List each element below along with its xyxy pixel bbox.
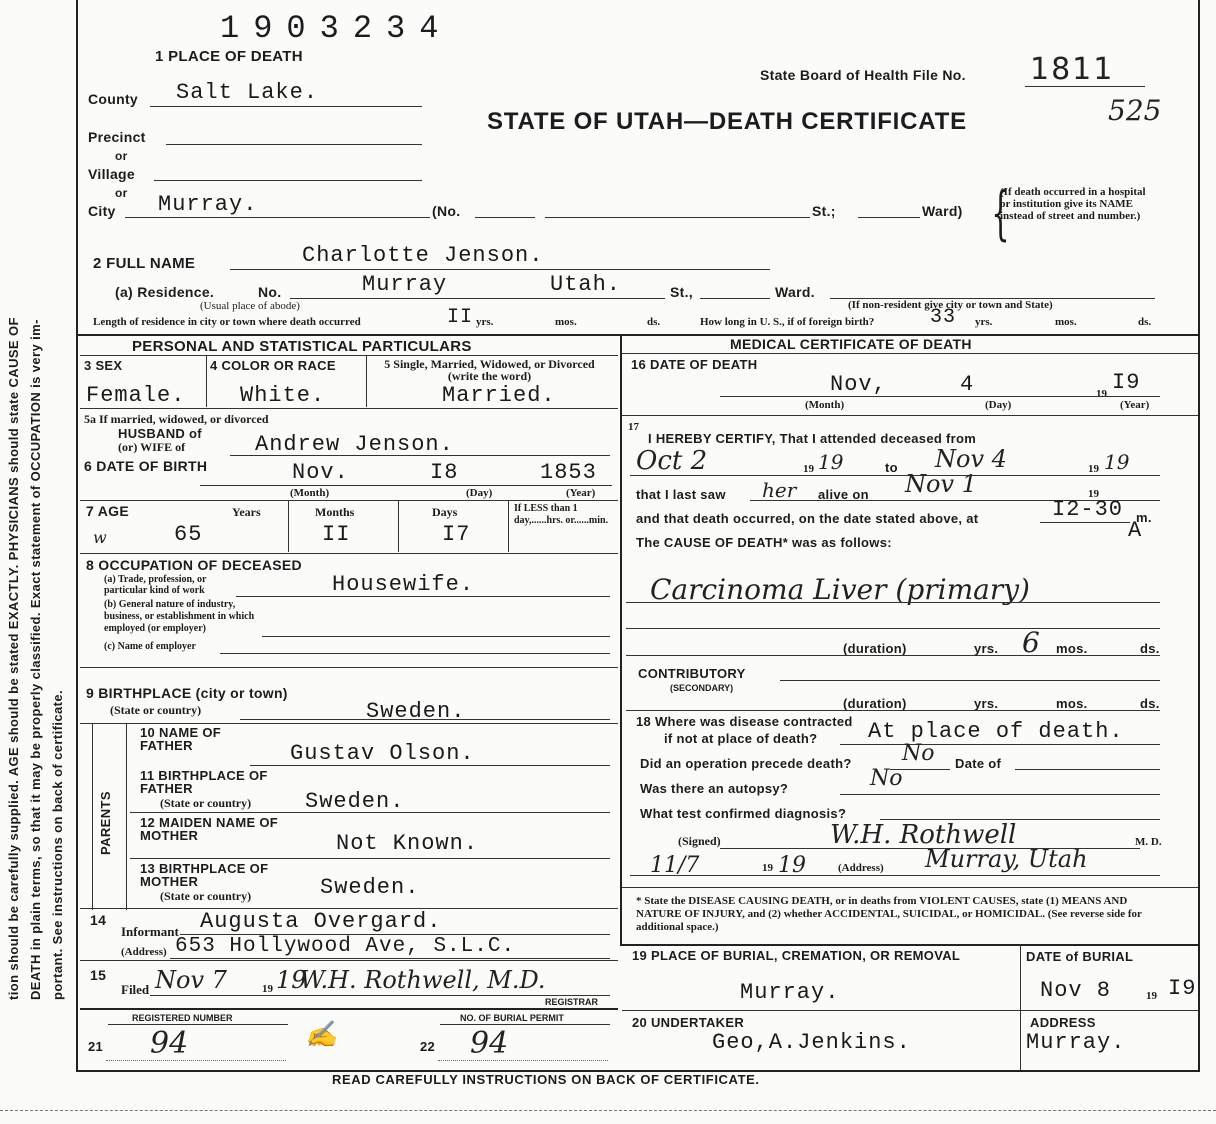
last-saw-date: Nov 1 [905,470,977,498]
file-no-line [1025,86,1145,87]
op-date-line [1015,769,1160,770]
state-board-file-no: 1811 [1030,52,1115,87]
physician-signature: W.H. Rothwell [830,820,1017,850]
sex-race-divider [206,355,207,407]
nonresident-note: (If non-resident give city or town and State) [848,299,1053,311]
cause-line-2 [626,628,1160,629]
burial-row-bottom [622,1010,1198,1011]
to-year: 19 [1104,450,1130,474]
registrar-signature: W.H. Rothwell, M.D. [300,966,546,994]
duration-line [626,655,1160,656]
dob-year-label: (Year) [566,487,596,499]
residence-sub: (Usual place of abode) [200,300,300,312]
spouse-label-2: HUSBAND of [118,426,202,441]
row8-bottom [80,667,618,668]
undertaker-address: Murray. [1026,1030,1126,1055]
filed-num: 15 [90,967,107,983]
filed-line [150,995,610,996]
parents-side-label: PARENTS [98,791,113,855]
spouse-value: Andrew Jenson. [255,432,454,457]
marital-value: Married. [442,383,556,408]
mother-bp-value: Sweden. [320,875,420,900]
residence-st-label: St., [670,284,693,300]
mother-bp-label: 13 BIRTHPLACE OF MOTHER [140,861,269,889]
dod-year: I9 [1112,370,1141,395]
extra-number: 525 [1108,94,1162,127]
reg-prefix: 21 [88,1039,104,1054]
dod-day: 4 [960,372,975,397]
county-label: County [88,91,139,107]
time-m: m. [1136,510,1152,525]
residence-no-label: No. [258,284,282,300]
sex-value: Female. [86,383,186,408]
row7-bottom [80,553,618,554]
signed-date: 11/7 [650,853,700,878]
or-label-1: or [115,149,128,163]
village-line [154,180,422,181]
right-border [1198,0,1200,1072]
st-label: St.; [812,203,836,219]
age-less-label: If LESS than 1 day,......hrs. or......min. [514,503,609,526]
duration-label: (duration) [843,641,907,656]
burial-date-label: DATE of BURIAL [1026,949,1134,964]
certificate-number: 1903234 [220,10,453,47]
age-div-2 [398,500,399,552]
footnote-bottom [622,944,1198,946]
occupation-c-label: (c) Name of employer [104,641,196,652]
cause-line-1 [626,602,1160,603]
row14-bottom [80,960,618,961]
medical-heading: MEDICAL CERTIFICATE OF DEATH [730,336,972,352]
dod-month-label: (Month) [805,399,845,411]
undertaker-address-label: ADDRESS [1030,1015,1096,1030]
mother-bp-sub: (State or country) [160,889,252,903]
address-line [630,875,1160,876]
where-value: At place of death. [868,719,1124,744]
informant-address-label: (Address) [121,946,167,958]
dod-label: 16 DATE OF DEATH [631,357,758,372]
informant-address: 653 Hollywood Ave, S.L.C. [175,935,516,958]
time-line [1040,522,1130,523]
age-days: I7 [442,522,471,547]
precinct-label: Precinct [88,129,146,145]
filed-date: Nov 7 [155,966,227,994]
duration-mos-value: 6 [1022,626,1040,659]
footer-instructions: READ CAREFULLY INSTRUCTIONS ON BACK OF CERTIFICATE. [332,1072,760,1087]
secondary-label: (SECONDARY) [670,683,734,693]
mother-line [130,858,610,859]
full-name-line [230,269,770,270]
dod-year-label: (Year) [1120,399,1150,411]
margin-note-line2: DEATH in plain terms, so that it may be properly classified. Exact statement of OCCUPATION is very im- [28,319,43,1000]
operation-value: No [902,741,935,766]
cause-footnote: * State the DISEASE CAUSING DEATH, or in deaths from VIOLENT CAUSES, state (1) MEANS AND NATURE OF INJURY, and (2) whether ACCIDENTAL, SUICIDAL, or HOMICIDAL. (See reverse side for additional space.) [636,895,1142,933]
us-years: 33 [930,306,957,329]
age-label: 7 AGE [86,503,129,519]
birthplace-sub: (State or country) [110,703,202,717]
hospital-brace: { [991,179,1010,247]
father-bp-value: Sweden. [305,789,405,814]
cause-label: The CAUSE OF DEATH* was as follows: [636,535,892,550]
ward-line [858,217,920,218]
signed-year: 19 [778,853,806,878]
dob-month-label: (Month) [290,487,330,499]
death-time: I2-30 [1052,497,1124,522]
us-label: How long in U. S., if of foreign birth? [700,316,875,328]
mother-value: Not Known. [336,831,479,856]
burial-permit: 94 [470,1026,509,1061]
county-line [150,106,422,107]
residence-st-line [700,298,770,299]
row16-bottom [622,415,1198,416]
undertaker-value: Geo,A.Jenkins. [712,1030,911,1055]
section-top-line [76,334,1200,336]
personal-heading-line [80,355,618,356]
signed-label: (Signed) [678,834,721,848]
burial-year-pre: 19 [1146,990,1157,1002]
reg-number: 94 [150,1026,189,1061]
burial-divider [1020,944,1021,1070]
medical-bottom [622,887,1198,888]
medical-address-label: (Address) [838,862,884,874]
age-months-label: Months [315,505,355,519]
attended-line [630,475,1160,476]
age-days-label: Days [432,505,458,519]
reg-number-label: REGISTERED NUMBER [132,1013,233,1023]
burial-date: Nov 8 [1040,978,1112,1003]
autopsy-label: Was there an autopsy? [640,781,789,796]
occupation-value: Housewife. [332,572,475,597]
permit-box-line [438,1060,608,1061]
informant-label: Informant [121,924,179,939]
death-occurred-label: and that death occurred, on the date stated above, at [636,511,979,526]
row3-bottom [80,408,618,409]
dob-day: I8 [430,460,459,485]
test-label: What test confirmed diagnosis? [640,806,847,821]
reg-label-line [108,1024,288,1025]
duration-ds: ds. [1140,641,1160,656]
race-value: White. [240,383,326,408]
county-value: Salt Lake. [176,80,319,105]
operation-label: Did an operation precede death? [640,756,852,771]
permit-label-line [440,1024,610,1025]
left-border [76,0,78,1072]
birthplace-value: Sweden. [366,699,466,724]
filed-year: 19 [276,966,307,994]
us-ds: ds. [1138,316,1152,328]
margin-note-line3: portant. See instructions on back of certificate. [50,690,65,1000]
age-months: II [322,522,351,547]
where-label-2: if not at place of death? [664,731,818,746]
where-line [840,744,1160,745]
occupation-b-label: (b) General nature of industry, business, or establishment in which employed (or employer) [104,599,255,634]
time-ampm: A [1128,518,1143,543]
length-years: II [447,306,474,329]
or-label-2: or [115,186,128,200]
filed-label: Filed [121,982,150,997]
spouse-label-1: 5a If married, widowed, or divorced [84,412,269,426]
length-ds: ds. [647,316,661,328]
burial-place-value: Murray. [740,980,840,1005]
row15-bottom [80,1008,618,1010]
city-label: City [88,203,116,219]
op-date-label: Date of [955,756,1002,771]
burial-place-label: 19 PLACE OF BURIAL, CREMATION, OR REMOVAL [632,948,961,963]
age-div-3 [508,500,509,552]
medical-address: Murray, Utah [925,845,1088,873]
certify-num: 17 [628,421,639,433]
residence-city: Murray [362,272,448,297]
last-saw-who: her [762,478,797,502]
parents-right [126,723,127,910]
father-line [250,765,610,766]
father-label: 10 NAME OF FATHER [140,725,222,753]
race-label: 4 COLOR OR RACE [210,358,336,373]
duration2-line [626,710,1160,711]
parents-left [92,723,93,910]
hospital-note: (If death occurred in a hospital or institution give its NAME instead of street and number.) [1000,186,1146,222]
village-label: Village [88,166,135,182]
dod-line [720,396,1160,397]
signed-year-pre: 19 [762,862,773,874]
duration2-mos: mos. [1056,696,1088,711]
attended-to: Nov 4 [935,445,1007,473]
ward-label: Ward) [922,203,963,219]
city-value: Murray. [158,192,258,217]
duration-mos: mos. [1056,641,1088,656]
from-year-pre: 19 [803,463,814,475]
certify-text: I HEREBY CERTIFY, That I attended deceased from [648,431,977,446]
cause-value: Carcinoma Liver (primary) [650,573,1030,606]
row9-bottom [80,723,618,724]
spouse-label-3: (or) WIFE of [118,440,186,454]
occupation-c-line [220,653,610,654]
certificate-title: STATE OF UTAH—DEATH CERTIFICATE [487,108,967,135]
attended-from: Oct 2 [636,446,708,476]
reg-box-line [106,1060,286,1061]
informant-address-line [170,958,610,959]
perforation [0,1110,1216,1111]
spouse-line [230,455,610,456]
marital-label: 5 Single, Married, Widowed, or Divorced (write the word) [384,357,595,383]
contributory-label: CONTRIBUTORY [638,666,746,681]
length-mos: mos. [555,316,577,328]
length-label: Length of residence in city or town where death occurred [93,316,361,328]
medical-heading-line [622,353,1198,354]
duration2-ds: ds. [1140,696,1160,711]
occupation-line [236,596,610,597]
full-name-value: Charlotte Jenson. [302,243,544,268]
to-label: to [885,460,898,475]
dob-month: Nov. [292,460,349,485]
birthplace-label: 9 BIRTHPLACE (city or town) [86,685,288,701]
occupation-b-line [262,636,610,637]
margin-note-line1: tion should be carefully supplied. AGE should be stated EXACTLY. PHYSICIANS should state CAUSE OF [6,317,21,1000]
last-saw-2: alive on [818,487,869,502]
dob-label: 6 DATE OF BIRTH [84,458,208,474]
residence-line [290,298,665,299]
city-line [125,217,430,218]
registrar-initials: ✍ [305,1020,338,1050]
father-bp-line [130,812,610,813]
age-years: 65 [174,522,203,547]
age-div-1 [288,500,289,552]
duration2-label: (duration) [843,696,907,711]
place-of-death-label: 1 PLACE OF DEATH [155,48,303,65]
occupation-a-label: (a) Trade, profession, or particular kind of work [104,574,207,596]
permit-prefix: 22 [420,1039,436,1054]
registrar-label: REGISTRAR [545,997,599,1007]
autopsy-line [840,794,1160,795]
informant-num: 14 [90,912,107,928]
father-value: Gustav Olson. [290,741,475,766]
father-bp-sub: (State or country) [160,796,252,810]
column-divider [620,334,622,946]
occupation-label: 8 OCCUPATION OF DECEASED [86,557,302,573]
birthplace-line [240,719,610,720]
row6-bottom [80,500,618,501]
age-years-label: Years [232,505,261,519]
where-label-1: 18 Where was disease contracted [636,714,853,729]
duration-yrs: yrs. [974,641,999,656]
us-mos: mos. [1055,316,1077,328]
dod-year-pre: 19 [1096,388,1107,400]
personal-heading: PERSONAL AND STATISTICAL PARTICULARS [132,338,472,355]
full-name-label: 2 FULL NAME [93,255,196,272]
mother-label: 12 MAIDEN NAME OF MOTHER [140,815,279,843]
dod-day-label: (Day) [985,399,1012,411]
to-year-pre: 19 [1088,463,1099,475]
residence-state: Utah. [550,272,622,297]
race-marital-divider [366,355,367,407]
precinct-line [166,144,422,145]
father-bp-label: 11 BIRTHPLACE OF FATHER [140,768,268,796]
md-label: M. D. [1135,836,1162,848]
from-year: 19 [818,450,844,474]
filed-year-pre: 19 [262,983,273,995]
dob-day-label: (Day) [466,487,493,499]
last-saw-year: 19 [1088,488,1099,500]
dob-line [200,485,612,486]
burial-year: I9 [1168,976,1197,1001]
street-line [545,217,810,218]
burial-permit-label: NO. OF BURIAL PERMIT [460,1013,564,1023]
residence-ward-label: Ward. [775,284,815,300]
length-yrs: yrs. [476,316,494,328]
age-mark: w [93,528,107,547]
no-label: (No. [432,203,461,219]
state-board-label: State Board of Health File No. [760,67,966,83]
contributory-line [780,680,1160,681]
last-saw-1: that I last saw [636,487,726,502]
sex-label: 3 SEX [84,358,123,373]
autopsy-value: No [870,766,903,791]
undertaker-label: 20 UNDERTAKER [632,1015,745,1030]
no-line [475,217,535,218]
dob-year: 1853 [540,460,597,485]
duration2-yrs: yrs. [974,696,999,711]
residence-label: (a) Residence. [115,284,215,300]
informant-value: Augusta Overgard. [200,909,442,934]
us-yrs: yrs. [975,316,993,328]
dod-month: Nov, [830,372,887,397]
